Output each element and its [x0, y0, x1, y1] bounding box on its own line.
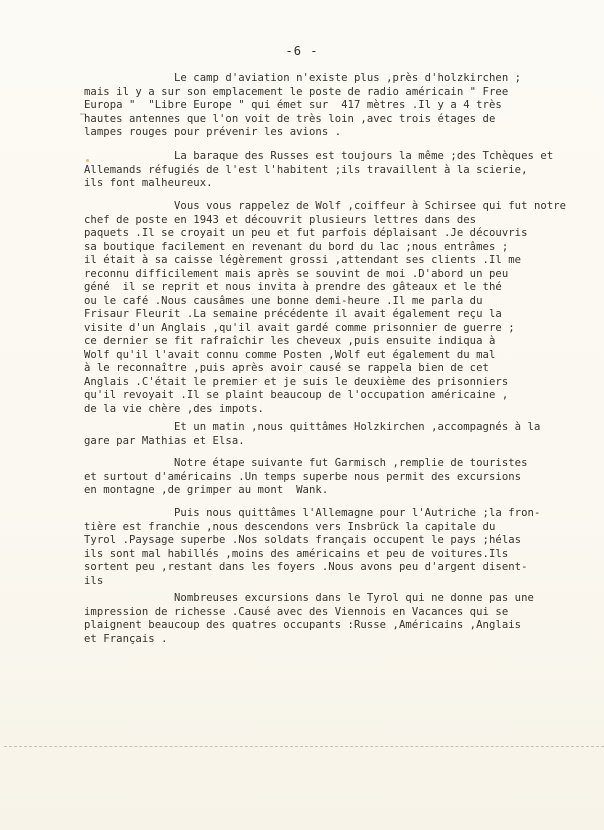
text-line: Le camp d'aviation n'existe plus ,près d'holzkirchen ;	[84, 72, 522, 84]
text-line: en montagne ,de grimper au mont Wank.	[84, 484, 329, 496]
text-line: gare par Mathias et Elsa.	[84, 434, 245, 447]
text-line: il était à sa caisse légèrement grossi ,attendant ses clients .Il me	[84, 254, 522, 266]
text-line: tière est franchie ,nous descendons vers Insbrück la capitale du	[84, 520, 496, 533]
text-line: impression de richesse .Causé avec des Viennois en Vacances qui se	[84, 605, 509, 618]
text-line: Wolf qu'il l'avait connu comme Posten ,Wolf eut également du mal	[84, 348, 496, 361]
text-line: qu'il revoyait .Il se plaint beaucoup de l'occupation américaine ,	[84, 389, 509, 401]
paragraph-4	[84, 421, 540, 448]
text-line: sa boutique facilement en revenant du bord du lac ;nous entrâmes ;	[84, 240, 509, 253]
text-line: Et un matin ,nous quittâmes Holzkirchen ,accompagnés à la	[84, 421, 541, 433]
text-line: paquets .Il se croyait un peu et fut parfois déplaisant .Je découvris	[84, 227, 528, 239]
text-line: visite d'un Anglais ,qu'il avait gardé comme prisonnier de guerre ;	[84, 321, 515, 334]
text-line: ils sont mal habillés ,moins des américains et peu de voitures.Ils	[84, 547, 509, 560]
text-line: à le reconnaître ,puis après avoir causé se rappela bien de cet	[84, 362, 489, 374]
text-line: et surtout d'américains .Un temps superbe nous permit des excursions	[84, 470, 522, 483]
text-line: géné il se reprit et nous invita à prendre des gâteaux et le thé	[84, 281, 502, 293]
text-line: Anglais .C'était le premier et je suis le deuxième des prisonniers	[84, 375, 509, 388]
text-line: ils	[84, 574, 104, 587]
text-line: ou le café .Nous causâmes une bonne demi-heure .Il me parla du	[84, 294, 483, 307]
text-line: Europa " "Libre Europe " qui émet sur 417 mètres .Il y a 4 très	[84, 99, 502, 111]
text-line: hautes antennes que l'on voit de très loin ,avec trois étages de	[84, 112, 496, 125]
page-number: -6 -	[285, 44, 319, 58]
paragraph-5	[84, 457, 528, 498]
text-line: Puis nous quittâmes l'Allemagne pour l'Autriche ;la fron-	[84, 507, 541, 519]
text-line: mais il y a sur son emplacement le poste de radio américain " Free	[84, 85, 509, 98]
text-line: sortent peu ,restant dans les foyers .Nous avons peu d'argent disent-	[84, 561, 528, 573]
text-line: Notre étape suivante fut Garmisch ,remplie de touristes	[84, 457, 528, 469]
text-line: Frisaur Fleurit .La semaine précédente il avait également reçu la	[84, 308, 502, 320]
text-line: ils font malheureux.	[84, 177, 213, 189]
text-line: reconnu difficilement mais après se souvint de moi .D'abord un peu	[84, 267, 509, 280]
text-line: Tyrol .Paysage superbe .Nos soldats français occupent le pays ;hélas	[84, 534, 522, 546]
text-line: La baraque des Russes est toujours la même ;des Tchèques et	[84, 150, 554, 162]
text-line: ce dernier se fit rafraîchir les cheveux ,puis ensuite indiqua à	[84, 335, 496, 347]
paragraph-6	[84, 507, 540, 588]
text-line: Nombreuses excursions dans le Tyrol qui ne donne pas une	[84, 592, 534, 604]
paragraph-7	[84, 592, 534, 646]
text-line: chef de poste en 1943 et découvrit plusieurs lettres dans des	[84, 213, 477, 226]
text-line: de la vie chère ,des impots.	[84, 402, 264, 415]
paragraph-3	[84, 200, 566, 416]
paragraph-2	[84, 150, 553, 191]
text-line: lampes rouges pour prévenir les avions .	[84, 126, 342, 138]
text-line: Allemands réfugiés de l'est l'habitent ;ils travaillent à la scierie,	[84, 163, 528, 176]
bottom-divider	[4, 746, 604, 747]
text-line: Vous vous rappelez de Wolf ,coiffeur à Schirsee qui fut notre	[84, 200, 567, 212]
text-line: et Français .	[84, 632, 168, 645]
text-line: plaignent beaucoup des quatres occupants :Russe ,Américains ,Anglais	[84, 619, 522, 631]
paragraph-1	[84, 72, 521, 140]
